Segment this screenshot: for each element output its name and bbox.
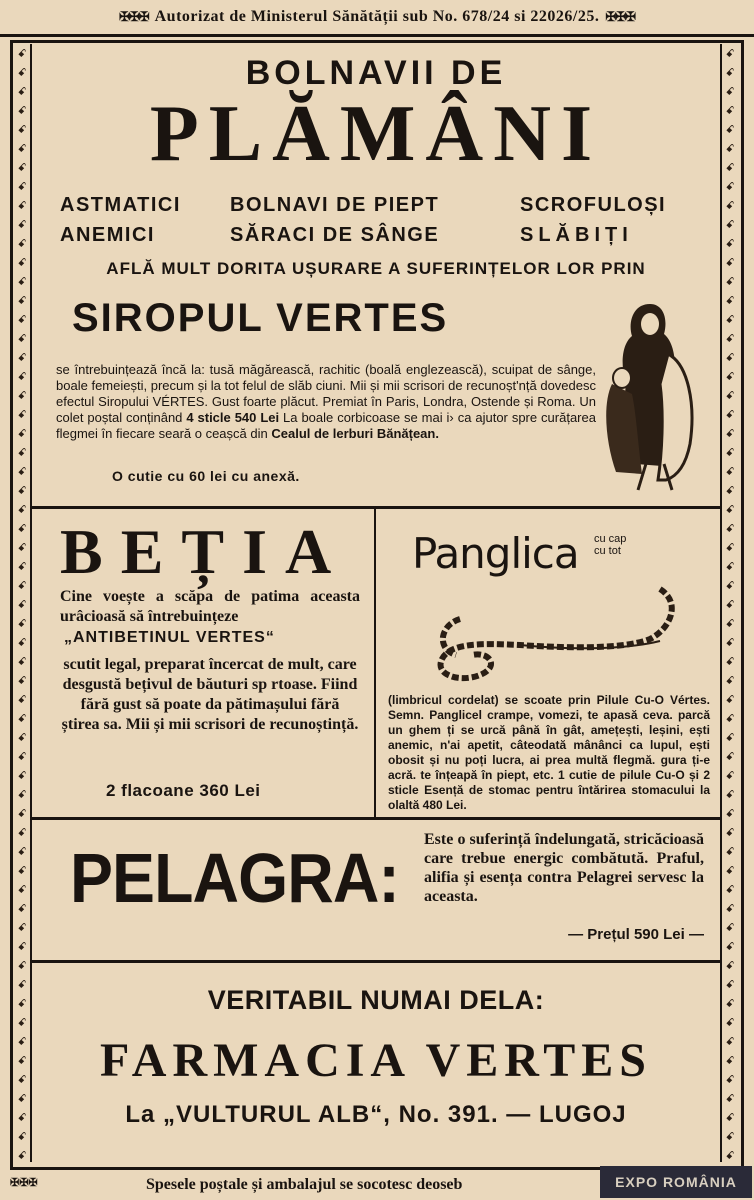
condition-saraci: SĂRACI DE SÂNGE [230, 224, 440, 246]
pelagra-section [32, 820, 720, 963]
left-ornament-border: ꗃꗃꗃꗃꗃꗃꗃꗃꗃꗃꗃꗃꗃꗃꗃꗃꗃꗃꗃꗃꗃꗃꗃꗃꗃꗃꗃꗃꗃꗃꗃꗃꗃꗃꗃꗃꗃꗃꗃꗃꗃꗃꗃꗃꗃꗃꗃꗃꗃꗃꗃꗃꗃꗃꗃꗃꗃꗃꗃ [17, 47, 27, 1162]
heading-plamani: PLĂMÂNI [149, 90, 603, 178]
betia-title: BEȚIA [60, 516, 350, 587]
betia-panglica-section [32, 509, 720, 820]
ceai-bold: Cealul de lerburi Bănățean. [271, 426, 439, 441]
header-ornament-right: ✠✠✠ [605, 9, 636, 24]
betia-intro: Cine voește a scăpa de patima aceasta urâcioasă să întrebuințeze [60, 588, 360, 625]
condition-slabiti: SLĂBIȚI [520, 224, 633, 246]
archive-stamp: EXPO ROMÂNIA [600, 1166, 752, 1198]
header-text: Autorizat de Ministerul Sănătății sub No. 678/24 si 22026/25. [154, 8, 600, 25]
farmacia-vertes: FARMACIA VERTES [100, 1034, 652, 1087]
veritabil-line: VERITABIL NUMAI DELA: [207, 985, 545, 1015]
pharmacy-section [32, 963, 720, 1162]
siropul-price-bold: 4 sticle 540 Lei [186, 410, 280, 425]
heading-bolnavii: BOLNAVII DE [245, 54, 507, 92]
column-divider [374, 509, 376, 817]
panglica-title: Panglica [412, 529, 579, 578]
footer-ornament: ✠✠✠ [10, 1177, 38, 1189]
footer-text: Spesele poștale și ambalajul se socotesc deoseb [146, 1176, 463, 1193]
pharmacy-address: La „VULTURUL ALB“, No. 391. — LUGOJ [125, 1101, 627, 1128]
condition-anemici: ANEMICI [60, 224, 155, 246]
illustration-figures [592, 294, 712, 494]
header-ornament-left: ✠✠✠ [118, 9, 149, 24]
cu-cap: cu cap [594, 533, 627, 545]
cu-tot: cu tot [594, 545, 621, 557]
betia-body: scutit legal, preparat încercat de mult, care desgustă bețivul de băuturi sp rtoase. Fiind fără gust să poate da pătimașului fără știrea sa. Mii și mii scrisori de recunoștință. [61, 656, 359, 733]
panglica-description: (limbricul cordelat) se scoate prin Pilule Cu-O Vértes. Semn. Panglicel crampe, vomezi, te apasă ceva. parcă un ghem ți se urcă până în gât, amețești, leșini, ești anemic, n'ai apetit, câteodată mânânci ca lupul, ești obosit și nu poți lucra, ai prea multă flegmă. gura ți-e acră. te înțeapă în piept, etc. 1 cutie de pilule Cu-O și 2 sticle Esență de stomac pentru întărirea stomacului la olaltă 480 Lei. [388, 693, 710, 812]
condition-scrofulosi: SCROFULOȘI [520, 194, 667, 216]
header-line [0, 0, 754, 37]
right-ornament-border: ꗃꗃꗃꗃꗃꗃꗃꗃꗃꗃꗃꗃꗃꗃꗃꗃꗃꗃꗃꗃꗃꗃꗃꗃꗃꗃꗃꗃꗃꗃꗃꗃꗃꗃꗃꗃꗃꗃꗃꗃꗃꗃꗃꗃꗃꗃꗃꗃꗃꗃꗃꗃꗃꗃꗃꗃꗃꗃꗃ [725, 47, 735, 1162]
tapeworm-illustration [420, 579, 690, 689]
condition-bolnavi-de-piept: BOLNAVI DE PIEPT [230, 194, 440, 216]
condition-astmatici: ASTMATICI [60, 194, 181, 216]
afla-line: AFLĂ MULT DORITA UȘURARE A SUFERINȚELOR LOR PRIN [106, 259, 646, 278]
betia-price: 2 flacoane 360 Lei [106, 781, 261, 800]
antibetinul-product: „ANTIBETINUL VERTES“ [64, 629, 275, 646]
pelagra-description: Este o suferință îndelungată, stricăcioasă care trebue energic combătută. Praful, alifia și esența contra Pelagrei servesc la aceasta. [424, 831, 704, 905]
pelagra-price: — Prețul 590 Lei — [568, 926, 704, 943]
product-siropul-vertes: SIROPUL VERTES [72, 296, 449, 340]
panglica-small [594, 533, 626, 557]
pelagra-title: PELAGRA: [70, 839, 399, 917]
siropul-body2: La boale corbicoase se mai i› ca ajutor spre curățarea flegmei în fiecare seară o ceașcă din [56, 410, 596, 441]
siropul-body: se întrebuințează încă la: tusă măgărească, rachitic (boală englezească), scuipat de sânge, boale femeiești, precum și la tot felul de slăb ciuni. Mii și mii scrisori de recunoșt'nță dovedesc efectul Siropului VÉRTES. Gust foarte plăcut. Premiat în Paris, Londra, Ostende și Roma. Un colet poștal conținând [56, 362, 596, 425]
ad-body [30, 44, 722, 1162]
siropul-description [56, 362, 596, 442]
cutie-line: O cutie cu 60 lei cu anexă. [112, 468, 300, 484]
lungs-section [32, 44, 720, 509]
